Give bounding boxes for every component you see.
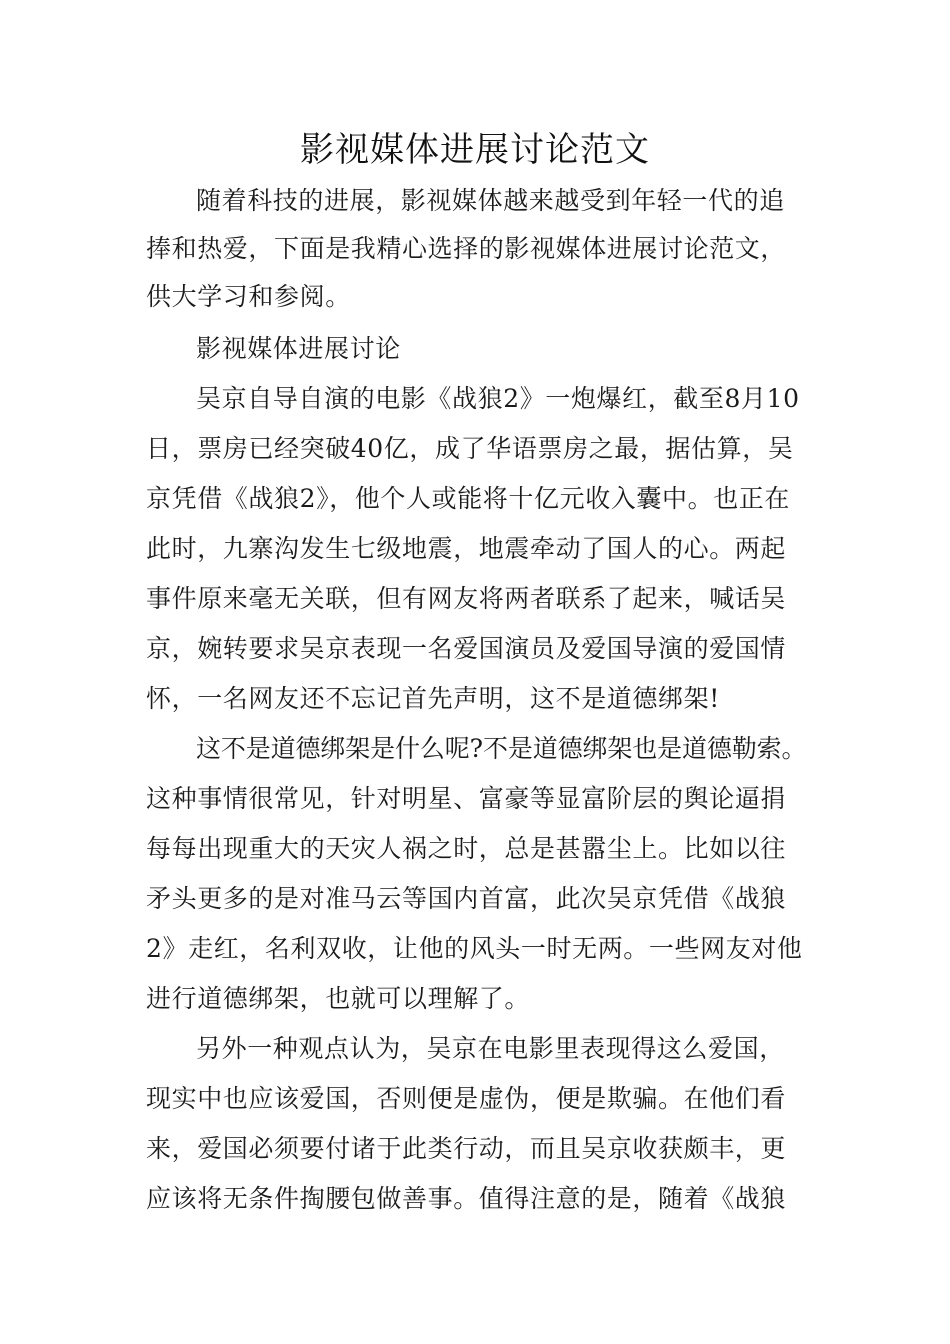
section-heading: 影视媒体进展讨论 bbox=[196, 334, 401, 363]
text-line: 现实中也应该爱国，否则便是虚伪，便是欺骗。在他们看 bbox=[146, 1084, 787, 1113]
text-line: 事件原来毫无关联，但有网友将两者联系了起来，喊话吴 bbox=[146, 584, 787, 613]
text-line: 吴京自导自演的电影《战狼2》一炮爆红，截至8月10 bbox=[196, 384, 800, 413]
text-line: 另外一种观点认为，吴京在电影里表现得这么爱国， bbox=[196, 1034, 785, 1063]
text-line: 这不是道德绑架是什么呢?不是道德绑架也是道德勒索。 bbox=[196, 734, 807, 763]
text-line: 怀，一名网友还不忘记首先声明，这不是道德绑架! bbox=[146, 684, 720, 713]
text-line: 这种事情很常见，针对明星、富豪等显富阶层的舆论逼捐 bbox=[146, 784, 787, 813]
document-title: 影视媒体进展讨论范文 bbox=[300, 130, 650, 170]
text-line: 京凭借《战狼2》，他个人或能将十亿元收入囊中。也正在 bbox=[146, 484, 791, 513]
text-line: 应该将无条件掏腰包做善事。值得注意的是，随着《战狼 bbox=[146, 1184, 787, 1213]
text-line: 京，婉转要求吴京表现一名爱国演员及爱国导演的爱国情 bbox=[146, 634, 787, 663]
text-line: 供大学习和参阅。 bbox=[146, 282, 351, 311]
text-line: 此时，九寨沟发生七级地震，地震牵动了国人的心。两起 bbox=[146, 534, 787, 563]
text-line: 捧和热爱，下面是我精心选择的影视媒体进展讨论范文， bbox=[146, 234, 787, 263]
text-line: 随着科技的进展，影视媒体越来越受到年轻一代的追 bbox=[196, 186, 785, 215]
text-line: 2》走红，名利双收，让他的风头一时无两。一些网友对他 bbox=[146, 934, 803, 963]
text-line: 矛头更多的是对准马云等国内首富，此次吴京凭借《战狼 bbox=[146, 884, 787, 913]
text-line: 来，爱国必须要付诸于此类行动，而且吴京收获颇丰，更 bbox=[146, 1134, 787, 1163]
text-line: 进行道德绑架，也就可以理解了。 bbox=[146, 984, 531, 1013]
text-line: 每每出现重大的天灾人祸之时，总是甚嚣尘上。比如以往 bbox=[146, 834, 787, 863]
text-line: 日，票房已经突破40亿，成了华语票房之最，据估算，吴 bbox=[146, 434, 794, 463]
